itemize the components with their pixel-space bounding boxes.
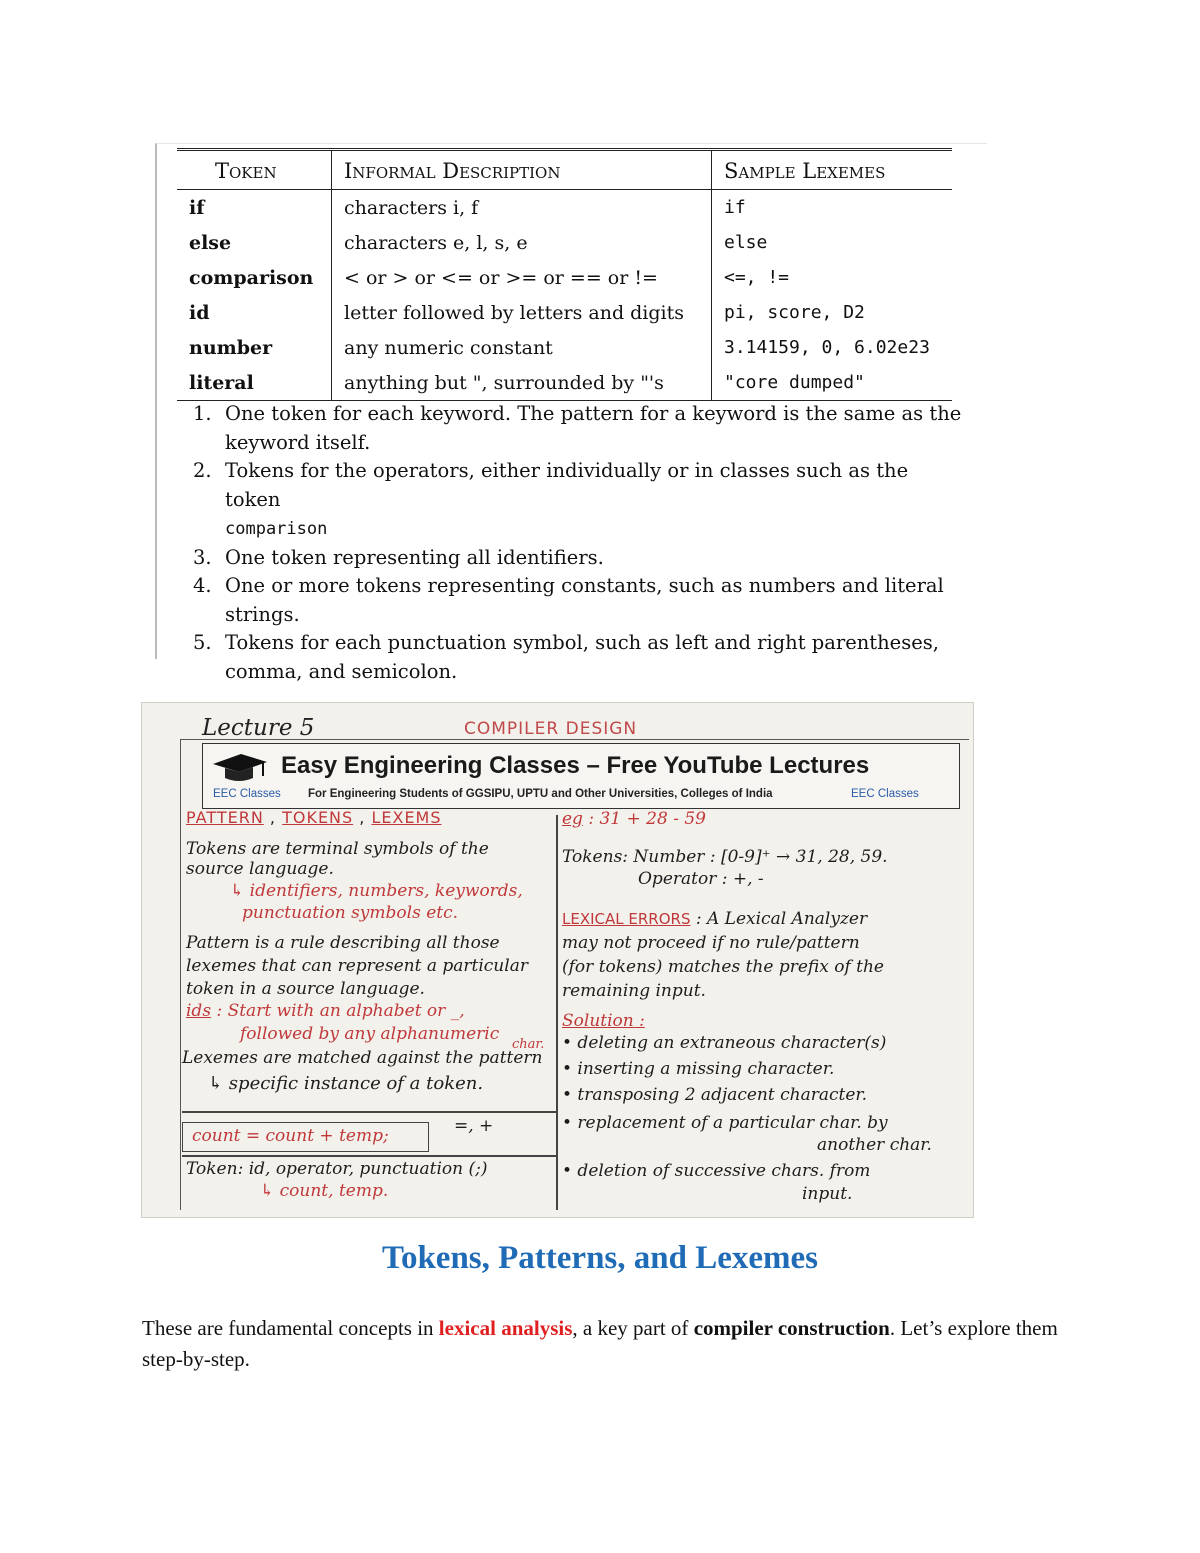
list-item (193, 400, 963, 457)
list-item (193, 572, 963, 629)
banner-tagline: For Engineering Students of GGSIPU, UPTU and Other Universities, Colleges of India (308, 788, 773, 800)
table-row (177, 190, 952, 226)
table-row (177, 330, 952, 365)
note-line: Tokens: Number : [0-9]⁺ → 31, 28, 59. (562, 847, 888, 867)
header-lexemes: Sample Lexemes (712, 150, 953, 190)
note-line: another char. (817, 1135, 932, 1155)
code-statement: count = count + temp; (192, 1126, 389, 1146)
note-line (186, 1001, 465, 1021)
note-line: Token: id, operator, punctuation (;) (186, 1159, 488, 1179)
list-item (193, 629, 963, 686)
note-line (562, 909, 867, 929)
token-cell: comparison (189, 266, 314, 289)
intro-text: , a key part of (572, 1316, 694, 1340)
intro-text: . Let’s explore them step-by-step. (142, 1316, 1058, 1371)
list-text: One token representing all identifiers. (225, 545, 604, 569)
note-line: remaining input. (562, 981, 706, 1001)
list-number: 3. (193, 545, 212, 569)
note-line: • deletion of successive chars. from (562, 1161, 871, 1181)
token-rules-list (193, 400, 963, 686)
note-line: (for tokens) matches the prefix of the (562, 957, 884, 977)
intro-bold: compiler construction (693, 1316, 890, 1340)
token-cell: else (189, 231, 232, 254)
note-line: ↳ specific instance of a token. (208, 1073, 484, 1094)
list-number: 4. (193, 574, 212, 597)
eg-label: eg (562, 809, 583, 829)
token-table (177, 148, 952, 401)
lexemes-cell: 3.14159, 0, 6.02e23 (712, 330, 953, 365)
section-rule (182, 1155, 556, 1157)
course-title: COMPILER DESIGN (464, 719, 638, 739)
note-line: • deleting an extraneous character(s) (562, 1033, 887, 1053)
left-heading (186, 808, 442, 827)
eec-banner (202, 743, 960, 809)
note-line: followed by any alphanumeric (240, 1024, 500, 1044)
heading-lexems: LEXEMS (371, 808, 442, 827)
list-item (193, 544, 963, 573)
solution-heading: Solution : (562, 1011, 645, 1031)
heading-tokens: TOKENS (282, 808, 354, 827)
lexemes-cell: "core dumped" (712, 365, 953, 401)
eg-expr: : 31 + 28 - 59 (588, 809, 706, 829)
list-text-wrap (225, 457, 963, 544)
list-number: 5. (193, 631, 212, 654)
list-text: One or more tokens representing constants, such as numbers and literal strings. (225, 574, 944, 626)
note-line: Tokens are terminal symbols of the (186, 839, 489, 859)
list-text: Tokens for the operators, either individually or in classes such as the token (225, 459, 909, 511)
table-row (177, 225, 952, 260)
note-line: may not proceed if no rule/pattern (562, 933, 860, 953)
operators-note: =, + (454, 1116, 494, 1136)
note-line: Operator : +, - (638, 869, 764, 889)
list-text: One token for each keyword. The pattern for a keyword is the same as the keyword itself. (225, 402, 962, 454)
list-number: 2. (193, 459, 212, 482)
heading-sep: , (269, 808, 276, 827)
section-rule (182, 1111, 556, 1113)
description-cell: characters i, f (332, 190, 712, 226)
note-line: • transposing 2 adjacent character. (562, 1085, 868, 1105)
heading-pattern: PATTERN (186, 808, 264, 827)
whiteboard-lecture-image (141, 702, 974, 1218)
note-line: punctuation symbols etc. (242, 903, 459, 923)
example-line (562, 809, 706, 829)
table-row (177, 365, 952, 401)
banner-right-tag: EEC Classes (851, 788, 919, 800)
description-cell: anything but ", surrounded by "'s (332, 365, 712, 401)
ids-rule: : Start with an alphabet or _, (216, 1001, 465, 1021)
note-line: lexemes that can represent a particular (186, 956, 528, 976)
lexemes-cell: if (712, 190, 953, 226)
token-cell: id (189, 301, 210, 324)
note-line: • replacement of a particular char. by (562, 1113, 888, 1133)
header-token: Token (177, 150, 332, 190)
note-line: token in a source language. (186, 979, 425, 999)
description-cell: letter followed by letters and digits (332, 295, 712, 330)
header-description: Informal Description (332, 150, 712, 190)
table-row (177, 295, 952, 330)
note-line: char. (512, 1037, 545, 1052)
textbook-token-table-image (155, 143, 987, 683)
lexemes-cell: pi, score, D2 (712, 295, 953, 330)
intro-paragraph (142, 1313, 1062, 1375)
lexical-errors-label: LEXICAL ERRORS (562, 910, 691, 928)
note-line: • inserting a missing character. (562, 1059, 835, 1079)
note-line: ↳ count, temp. (260, 1181, 389, 1201)
heading-sep: , (359, 808, 366, 827)
description-cell: characters e, l, s, e (332, 225, 712, 260)
list-item (193, 457, 963, 544)
table-row (177, 260, 952, 295)
description-cell: any numeric constant (332, 330, 712, 365)
token-table-header (177, 150, 952, 190)
note-line: input. (802, 1184, 853, 1204)
note-line: Lexemes are matched against the pattern (182, 1048, 543, 1068)
banner-left-tag: EEC Classes (213, 788, 281, 800)
banner-brand: Easy Engineering Classes – Free YouTube Lectures (281, 752, 870, 779)
lecture-label: Lecture 5 (202, 715, 315, 741)
token-cell: if (189, 196, 205, 219)
list-code: comparison (225, 519, 328, 539)
token-cell: number (189, 336, 273, 359)
list-number: 1. (193, 402, 212, 425)
intro-text: These are fundamental concepts in (142, 1316, 439, 1340)
lexemes-cell: else (712, 225, 953, 260)
note-line: Pattern is a rule describing all those (186, 933, 500, 953)
page-title: Tokens, Patterns, and Lexemes (381, 1240, 819, 1276)
intro-highlight: lexical analysis (438, 1316, 573, 1340)
column-divider (556, 815, 558, 1210)
token-cell: literal (177, 365, 332, 401)
lexical-errors-text: : A Lexical Analyzer (695, 909, 868, 929)
note-line: source language. (186, 859, 334, 879)
ids-label: ids (186, 1001, 212, 1021)
list-text: Tokens for each punctuation symbol, such as left and right parentheses, comma, and semicolon. (225, 631, 939, 683)
description-cell: < or > or <= or >= or == or != (332, 260, 712, 295)
graduation-cap-icon (211, 750, 269, 784)
note-line: ↳ identifiers, numbers, keywords, (230, 881, 523, 901)
lexemes-cell: <=, != (712, 260, 953, 295)
